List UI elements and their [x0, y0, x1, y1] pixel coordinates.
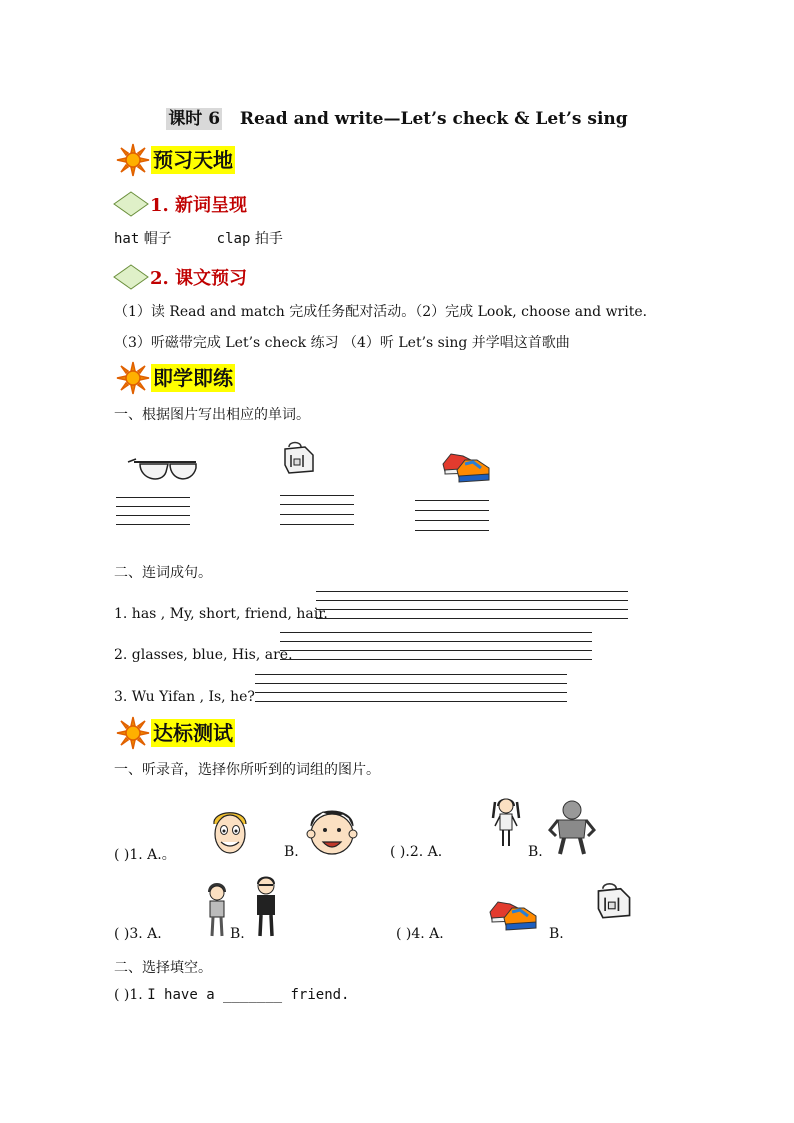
- section-preview-title: 预习天地: [153, 148, 233, 172]
- question-choose-fill: 二、选择填空。: [114, 960, 212, 976]
- lesson-number: 课时 6: [168, 109, 221, 129]
- diamond-icon: [112, 190, 150, 218]
- preview-line-2: （3）听磁带完成 Let’s check 练习 （4）听 Let’s sing 并学唱这首歌曲: [114, 335, 570, 351]
- lesson-title: Read and write—Let’s check & Let’s sing: [239, 109, 628, 129]
- sentence-item: 2. glasses, blue, His, are.: [114, 647, 293, 663]
- diamond-icon: [112, 263, 150, 291]
- vocab-meaning: 拍手: [254, 231, 283, 247]
- section-test-title: 达标测试: [153, 721, 233, 745]
- shoes-icon: [441, 446, 493, 486]
- listen-item-4-b: B.: [549, 926, 564, 942]
- sun-icon: [116, 361, 150, 395]
- listen-item-3: ( )3. A.: [114, 926, 162, 942]
- question-write-words: 一、根据图片写出相应的单词。: [114, 407, 310, 423]
- page-title: [0, 104, 794, 129]
- bag-icon: [281, 441, 317, 475]
- fill-item-number: ( )1.: [114, 987, 143, 1003]
- listen-item-a-tail: 。: [161, 847, 176, 863]
- listen-item-2-b: B.: [528, 844, 543, 860]
- listen-item-2: ( ).2. A.: [390, 844, 443, 860]
- listen-item-1: [114, 844, 176, 864]
- strong-man-icon: [548, 798, 596, 856]
- shoes-icon: [488, 893, 540, 935]
- sentence-item: 3. Wu Yifan , Is, he?: [114, 689, 255, 705]
- listen-item-1-b: B.: [284, 844, 299, 860]
- boy-stand-icon: [202, 880, 232, 940]
- fill-item-text: I have a _______ friend.: [147, 987, 350, 1003]
- girl-icon: [491, 794, 521, 852]
- section-practice-banner: [116, 361, 235, 395]
- fill-item-1: [114, 987, 349, 1003]
- section-test-banner: [116, 716, 235, 750]
- vocab-word: hat: [114, 231, 140, 247]
- listen-item-4: ( )4. A.: [396, 926, 444, 942]
- sun-icon: [116, 143, 150, 177]
- listen-item-3-b: B.: [230, 926, 245, 942]
- question-listen-choose: 一、听录音，选择你所听到的词组的图片。: [114, 762, 380, 778]
- question-make-sentences: 二、连词成句。: [114, 565, 212, 581]
- section-practice-title: 即学即练: [153, 366, 233, 390]
- man-glasses-icon: [250, 874, 282, 940]
- subheading-new-words-text: 1. 新词呈现: [150, 195, 248, 216]
- preview-line-1: （1）读 Read and match 完成任务配对活动。（2）完成 Look, choose and write．: [114, 304, 657, 320]
- subheading-text-preview-text: 2. 课文预习: [150, 268, 248, 289]
- subheading-text-preview: [112, 263, 247, 291]
- vocab-word: clap: [216, 231, 251, 247]
- boy-face-b-icon: [303, 804, 361, 858]
- glasses-icon: [126, 454, 202, 490]
- sun-icon: [116, 716, 150, 750]
- section-preview-banner: [116, 143, 235, 177]
- sentence-item: 1. has , My, short, friend, hair.: [114, 606, 328, 622]
- listen-item-number: ( )1. A.: [114, 847, 162, 863]
- bag-icon: [594, 882, 634, 920]
- vocab-line: [114, 228, 283, 248]
- vocab-meaning: 帽子: [143, 231, 172, 247]
- subheading-new-words: [112, 190, 247, 218]
- boy-face-icon: [208, 806, 252, 858]
